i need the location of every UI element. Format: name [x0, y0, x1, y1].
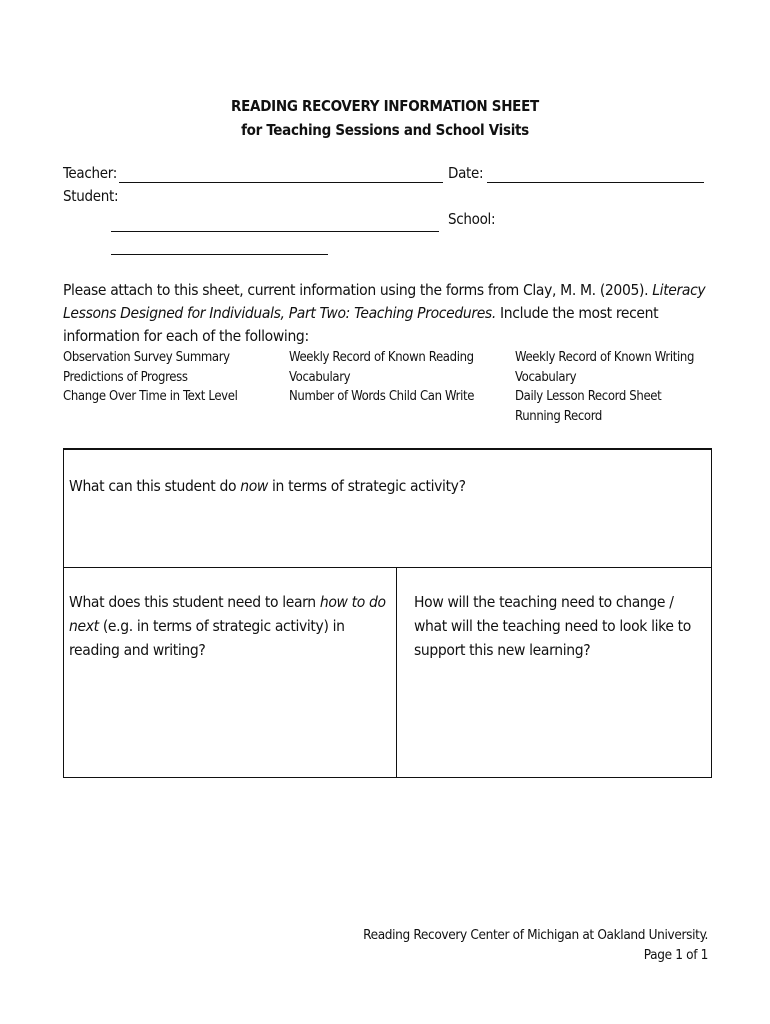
instructions-book-title: Literacy Lessons Designed for Individuals, Part Two: Teaching Procedures.: [63, 281, 706, 322]
date-label: Date:: [448, 164, 484, 182]
question-box-current-strategies[interactable]: [63, 448, 712, 568]
list-item: Change Over Time in Text Level: [63, 389, 238, 405]
list-item: Weekly Record of Known Reading: [289, 350, 474, 365]
list-item: Running Record: [515, 408, 603, 424]
school-label: School:: [448, 210, 496, 228]
student-field-line[interactable]: [111, 231, 439, 232]
question-text: (e.g. in terms of strategic activity) in reading and writing?: [69, 617, 345, 659]
question-next-learning: [69, 590, 389, 662]
footer-institution: Reading Recovery Center of Michigan at Oakland University.: [363, 927, 708, 943]
question-emphasis: now: [240, 477, 268, 495]
list-item: Vocabulary: [289, 369, 351, 385]
list-item: Weekly Record of Known Writing: [515, 350, 695, 365]
question-current-strategies: [69, 474, 699, 498]
list-item: Number of Words Child Can Write: [289, 389, 475, 405]
question-teaching-change: How will the teaching need to change / what will the teaching need to look like to support this new learning?: [414, 593, 691, 659]
instructions-text-1: Please attach to this sheet, current information using the forms from Clay, M. M. (2005).: [63, 281, 653, 299]
list-item: Predictions of Progress: [63, 369, 188, 385]
student-label: Student:: [63, 187, 119, 205]
page-number: Page 1 of 1: [643, 946, 708, 963]
title-line-2: for Teaching Sessions and School Visits: [241, 121, 529, 139]
list-item: Daily Lesson Record Sheet: [515, 389, 662, 405]
teacher-label: Teacher:: [63, 164, 117, 182]
date-field-line[interactable]: [487, 182, 704, 183]
instructions-text-2: Include the most recent information for each of the following:: [63, 304, 659, 345]
document-title: [0, 94, 770, 142]
page-footer: [363, 926, 708, 965]
teacher-field-line[interactable]: [119, 182, 443, 183]
question-text: What can this student do: [69, 477, 241, 495]
forms-list-column-1: [63, 348, 237, 407]
list-item: Observation Survey Summary: [63, 350, 230, 365]
question-text: What does this student need to learn: [69, 593, 320, 611]
list-item: Vocabulary: [515, 369, 577, 385]
instructions-paragraph: [63, 279, 723, 348]
forms-list-column-2: [289, 348, 474, 407]
school-field-line[interactable]: [111, 254, 328, 255]
question-text: in terms of strategic activity?: [267, 477, 466, 495]
title-line-1: READING RECOVERY INFORMATION SHEET: [231, 97, 539, 115]
forms-list-column-3: [515, 348, 694, 426]
question-emphasis: how to do next: [69, 593, 386, 635]
box-top-border: [63, 448, 712, 450]
